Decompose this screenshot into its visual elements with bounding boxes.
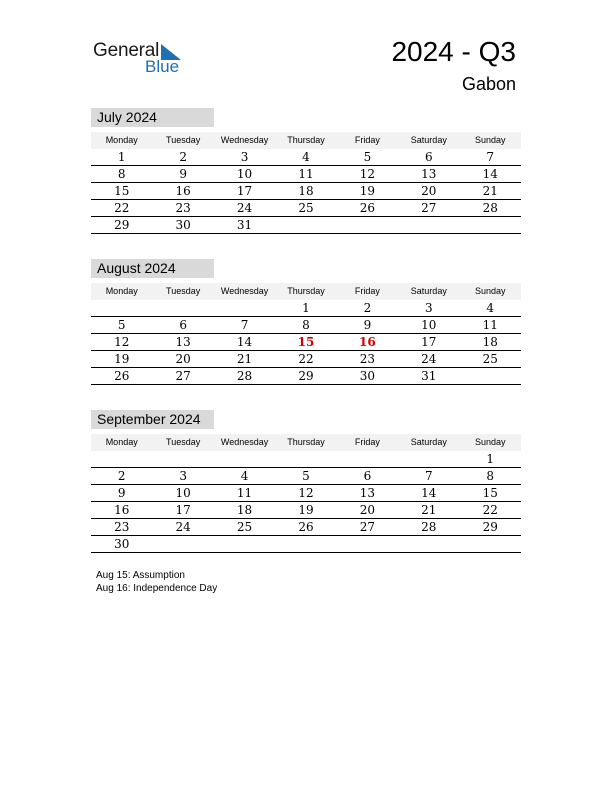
day-cell: [152, 451, 213, 467]
week-row: [91, 485, 521, 502]
day-cell: 15: [114, 184, 130, 198]
day-cell: 23: [359, 352, 376, 366]
day-cell: 3: [179, 469, 187, 483]
day-cell: 6: [179, 318, 187, 332]
day-cell: 8: [117, 167, 126, 181]
country-name: Gabon: [461, 74, 516, 94]
day-cell: 17: [175, 503, 191, 517]
day-cell: [337, 451, 398, 467]
page-title: 2024 - Q3: [391, 36, 516, 67]
weekday-label: Sunday: [474, 135, 506, 145]
day-cell: 11: [298, 167, 314, 181]
day-cell: 10: [236, 167, 253, 181]
day-cell: 30: [114, 537, 130, 551]
day-cell: 4: [302, 150, 310, 164]
day-cell: 18: [236, 503, 253, 517]
week-row: [91, 217, 521, 234]
weekday-label: Wednesday: [220, 286, 269, 296]
day-cell: [337, 217, 398, 233]
weekday-label: Monday: [105, 437, 138, 447]
weekday-label: Wednesday: [220, 135, 269, 145]
day-cell: 12: [114, 335, 130, 349]
day-cell: 19: [359, 184, 376, 198]
month-september: [91, 410, 521, 553]
day-cell: [460, 536, 521, 552]
day-cell: 12: [359, 167, 376, 181]
day-cell: [214, 300, 275, 316]
day-cell: 29: [114, 218, 130, 232]
day-cell: 19: [114, 352, 130, 366]
weekday-label: Saturday: [410, 437, 447, 447]
day-cell: 25: [482, 352, 498, 366]
day-cell: [337, 536, 398, 552]
day-cell: 22: [298, 352, 314, 366]
day-cell: [214, 451, 275, 467]
day-cell: 8: [302, 318, 310, 332]
day-cell: 25: [298, 201, 314, 215]
day-cell: 16: [114, 503, 130, 517]
day-cell: 20: [359, 503, 376, 517]
holiday-day-cell: 15: [297, 335, 315, 349]
logo-blue-text: Blue: [145, 57, 180, 76]
day-cell: 11: [236, 486, 253, 500]
week-row: [91, 468, 521, 485]
day-cell: 25: [236, 520, 253, 534]
weekday-label: Friday: [354, 286, 380, 296]
day-cell: 5: [363, 150, 372, 164]
logo: [93, 40, 193, 80]
day-cell: 6: [363, 469, 372, 483]
day-cell: 14: [482, 167, 498, 181]
day-cell: 12: [298, 486, 314, 500]
weekday-label: Monday: [105, 135, 138, 145]
weekday-label: Tuesday: [166, 437, 201, 447]
day-cell: 26: [298, 520, 314, 534]
weekday-label: Friday: [354, 437, 380, 447]
day-cell: 11: [482, 318, 498, 332]
week-row: [91, 351, 521, 368]
weekday-label: Saturday: [410, 286, 447, 296]
day-cell: 10: [421, 318, 437, 332]
month-august: [91, 259, 521, 385]
day-cell: 2: [363, 301, 372, 315]
day-cell: 14: [236, 335, 253, 349]
day-cell: 7: [486, 150, 495, 164]
holiday-day-cell: 16: [359, 335, 376, 349]
holiday-notes: [96, 569, 217, 595]
day-cell: 10: [175, 486, 191, 500]
day-cell: 24: [421, 352, 437, 366]
day-cell: 29: [482, 520, 498, 534]
day-cell: 19: [298, 503, 314, 517]
holiday-note: Aug 15: Assumption: [96, 570, 185, 581]
weekday-label: Tuesday: [166, 135, 201, 145]
day-cell: 13: [421, 167, 437, 181]
month-title: September 2024: [91, 410, 214, 429]
day-cell: 18: [482, 335, 498, 349]
week-row: [91, 317, 521, 334]
day-cell: [275, 451, 336, 467]
day-cell: 23: [175, 201, 191, 215]
weekday-label: Tuesday: [166, 286, 201, 296]
day-cell: 9: [179, 167, 187, 181]
day-cell: 23: [114, 520, 130, 534]
day-cell: [460, 217, 521, 233]
day-cell: 3: [425, 301, 433, 315]
week-row: [91, 451, 521, 468]
day-cell: 2: [117, 469, 126, 483]
day-cell: [398, 451, 459, 467]
day-cell: 9: [363, 318, 372, 332]
week-row: [91, 166, 521, 183]
day-cell: 28: [236, 369, 253, 383]
day-cell: 31: [421, 369, 437, 383]
day-cell: 7: [425, 469, 433, 483]
day-cell: 20: [421, 184, 437, 198]
day-cell: 4: [240, 469, 249, 483]
day-cell: [214, 536, 275, 552]
day-cell: 7: [240, 318, 249, 332]
day-cell: 6: [425, 150, 433, 164]
week-row: [91, 183, 521, 200]
week-row: [91, 536, 521, 553]
day-cell: 9: [117, 486, 126, 500]
logo-general-text: General: [93, 40, 160, 61]
month-july: [91, 108, 521, 234]
week-row: [91, 519, 521, 536]
day-cell: [152, 300, 213, 316]
day-cell: 21: [482, 184, 498, 198]
day-cell: [275, 217, 336, 233]
day-cell: 22: [114, 201, 130, 215]
weekday-label: Friday: [354, 135, 380, 145]
day-cell: [398, 536, 459, 552]
day-cell: 27: [421, 201, 437, 215]
day-cell: 20: [175, 352, 191, 366]
day-cell: 30: [359, 369, 376, 383]
weekday-label: Sunday: [474, 437, 506, 447]
holiday-note: Aug 16: Independence Day: [96, 583, 218, 594]
day-cell: [460, 368, 521, 384]
weekday-label: Thursday: [287, 437, 325, 447]
day-cell: 3: [240, 150, 249, 164]
day-cell: 1: [117, 150, 126, 164]
day-cell: [275, 536, 336, 552]
day-cell: 27: [175, 369, 191, 383]
day-cell: 2: [179, 150, 187, 164]
day-cell: 5: [117, 318, 126, 332]
weekday-label: Monday: [105, 286, 138, 296]
day-cell: 18: [298, 184, 314, 198]
month-title: July 2024: [91, 108, 214, 127]
day-cell: 15: [482, 486, 498, 500]
day-cell: 21: [236, 352, 253, 366]
day-cell: 21: [421, 503, 437, 517]
day-cell: 27: [359, 520, 376, 534]
day-cell: 24: [175, 520, 191, 534]
day-cell: 17: [236, 184, 253, 198]
day-cell: 16: [175, 184, 191, 198]
day-cell: 8: [486, 469, 495, 483]
day-cell: 17: [421, 335, 437, 349]
weekday-header-row: [91, 283, 521, 300]
day-cell: [398, 217, 459, 233]
day-cell: 1: [302, 301, 310, 315]
week-row: [91, 368, 521, 385]
weekday-label: Thursday: [287, 286, 325, 296]
day-cell: 30: [175, 218, 191, 232]
month-title: August 2024: [91, 259, 214, 278]
weekday-label: Saturday: [410, 135, 447, 145]
day-cell: 24: [236, 201, 253, 215]
day-cell: 29: [298, 369, 314, 383]
week-row: [91, 334, 521, 351]
day-cell: 26: [114, 369, 130, 383]
day-cell: 31: [236, 218, 253, 232]
weekday-header-row: [91, 434, 521, 451]
day-cell: [91, 451, 152, 467]
day-cell: 4: [486, 301, 495, 315]
day-cell: 14: [421, 486, 437, 500]
week-row: [91, 502, 521, 519]
week-row: [91, 149, 521, 166]
day-cell: 13: [359, 486, 376, 500]
day-cell: 1: [486, 452, 495, 466]
day-cell: 28: [482, 201, 498, 215]
day-cell: 28: [421, 520, 437, 534]
day-cell: 5: [302, 469, 310, 483]
weekday-label: Wednesday: [220, 437, 269, 447]
day-cell: 22: [482, 503, 498, 517]
weekday-label: Sunday: [474, 286, 506, 296]
weekday-label: Thursday: [287, 135, 325, 145]
weekday-header-row: [91, 132, 521, 149]
day-cell: 13: [175, 335, 191, 349]
week-row: [91, 300, 521, 317]
day-cell: [91, 300, 152, 316]
day-cell: 26: [359, 201, 376, 215]
day-cell: [152, 536, 213, 552]
week-row: [91, 200, 521, 217]
